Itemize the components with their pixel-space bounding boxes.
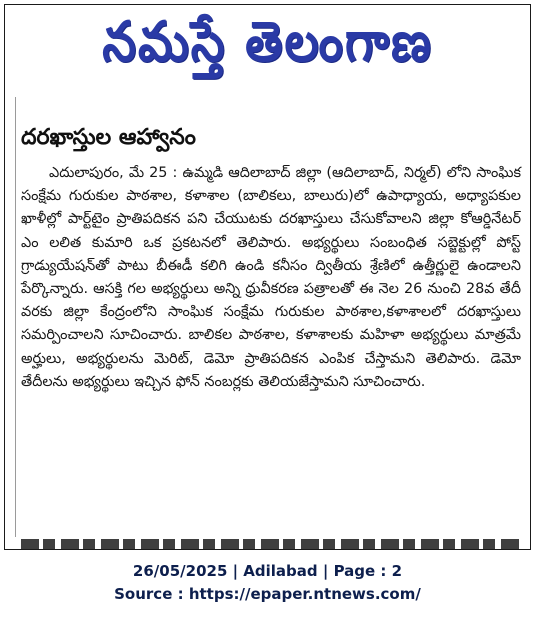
clipping-date-edition-page: 26/05/2025 | Adilabad | Page : 2 [132, 562, 403, 580]
newspaper-masthead [5, 5, 530, 93]
clipping-frame [4, 4, 531, 550]
article-body [21, 162, 521, 394]
masthead-title: నమస్తే తెలంగాణ [102, 9, 433, 75]
column-rule [15, 97, 16, 537]
next-article-cut-text [21, 539, 521, 550]
article-headline: దరఖాస్తుల ఆహ్వానం [21, 125, 196, 150]
article-paragraph: ఎదులాపురం, మే 25 : ఉమ్మడి ఆదిలాబాద్ జిల్లా (ఆదిలాబాద్, నిర్మల్) లోని సాంఘిక సంక్షేమ గురుకుల పాఠశాల, కళాశాల (బాలికలు, బాలురు)లో ఉపాధ్యాయ, అధ్యాపకుల ఖాళీల్లో పార్ట్‌టైం ప్రాతిపదికన పని చేయుటకు దరఖాస్తులు చేసుకోవాలని జిల్లా కోఆర్డినేటర్ ఎం లలిత కుమారి ఒక ప్రకటనలో తెలిపారు. అభ్యర్థులు సంబంధిత సబ్జెక్టుల్లో పోస్ట్ గ్రాడ్యుయేషన్‌తో పాటు బీఈడీ కలిగి ఉండి కనీసం ద్వితీయ శ్రేణిలో ఉత్తీర్ణులై ఉండాలని పేర్కొన్నారు. ఆసక్తి గల అభ్యర్థులు అన్ని ధ్రువీకరణ పత్రాలతో ఈ నెల 26 నుంచి 28వ తేదీ వరకు జిల్లా కేంద్రంలోని సాంఘిక సంక్షేమ గురుకుల పాఠశాల,కళాశాలలో దరఖాస్తులు సమర్పించాలని సూచించారు. బాలికల పాఠశాల, కళాశాలకు మహిళా అభ్యర్థులు మాత్రమే అర్హులు, అభ్యర్థులను మెరిట్, డెమో ప్రాతిపదికన ఎంపిక చేస్తామని తెలిపారు. డెమో తేదీలను అభ్యర్థులు ఇచ్చిన ఫోన్ నంబర్లకు తెలియజేస్తామని సూచించారు. [21, 165, 521, 390]
clipping-source: Source : https://epaper.ntnews.com/ [114, 585, 421, 603]
